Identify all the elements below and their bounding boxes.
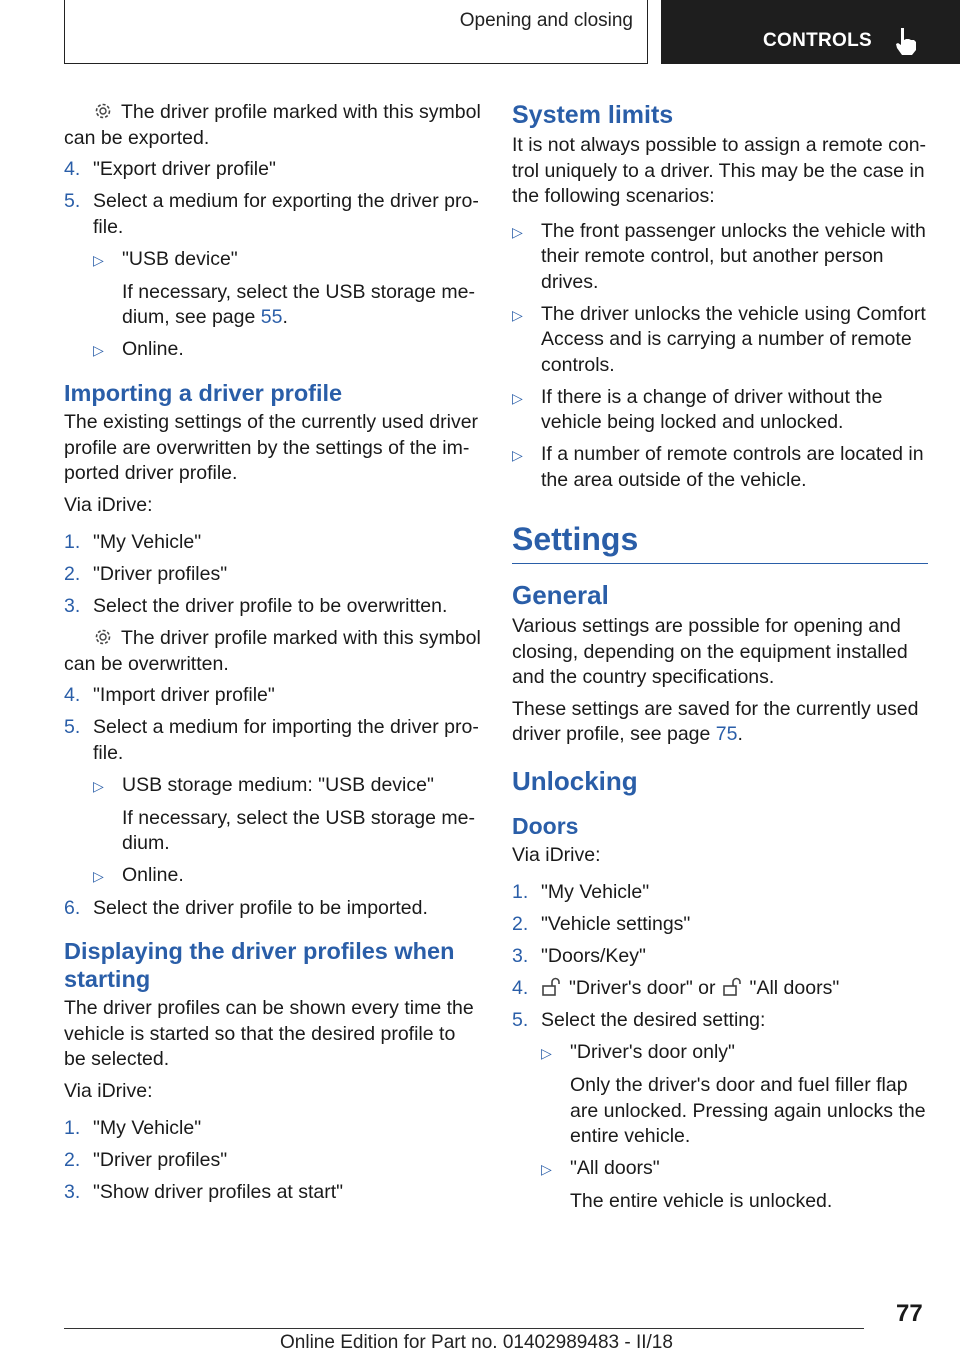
- triangle-bullet-icon: ▷: [93, 867, 104, 884]
- edition-footer: Online Edition for Part no. 01402989483 - II/18: [280, 1332, 673, 1353]
- chapter-heading: Settings: [512, 521, 639, 557]
- section-title: Opening and closing: [459, 10, 633, 31]
- bullet-item: ▷ The driver unlocks the vehicle using Comfort Access and is carrying a number of remote controls.: [512, 302, 928, 379]
- paragraph: Via iDrive:: [512, 843, 601, 866]
- section-heading: Displaying the driver profiles when starting: [64, 938, 455, 992]
- list-item: 3. Select the driver profile to be overwritten.: [64, 595, 448, 617]
- triangle-bullet-icon: ▷: [512, 389, 523, 406]
- triangle-bullet-icon: ▷: [512, 223, 523, 240]
- triangle-bullet-icon: ▷: [93, 251, 104, 268]
- pointing-hand-icon: [893, 26, 919, 56]
- page-number: 77: [896, 1300, 923, 1327]
- chapter-header-tab: [661, 0, 960, 64]
- section-heading: System limits: [512, 101, 674, 129]
- list-item: 3. "Doors/Key": [512, 945, 646, 967]
- paragraph: Via iDrive:: [64, 493, 153, 516]
- list-item: 4. "Import driver profile": [64, 684, 275, 706]
- triangle-bullet-icon: ▷: [541, 1045, 552, 1061]
- paragraph: These settings are saved for the currently used driver profile, see page 75.: [512, 697, 919, 745]
- list-item: 4. "Export driver profile": [64, 158, 276, 180]
- list-item: 1. "My Vehicle": [64, 531, 202, 553]
- list-item: 5. Select the desired setting:: [512, 1009, 766, 1031]
- triangle-bullet-icon: ▷: [541, 1160, 552, 1177]
- export-note: The driver profile marked with this symbol can be exported.: [64, 101, 481, 149]
- list-item: 5. Select a medium for exporting the driver profile.: [64, 190, 479, 238]
- list-item: 4. "Driver's door" or "All doors": [512, 977, 840, 999]
- option-description: Only the driver's door and fuel filler flap are unlocked. Pressing again unlocks the entire vehicle.: [570, 1074, 926, 1147]
- section-header-tab: [64, 0, 648, 64]
- unlock-icon: [722, 977, 742, 997]
- section-heading: Importing a driver profile: [64, 380, 343, 406]
- chapter-title: CONTROLS: [763, 30, 873, 51]
- subsection-heading: Doors: [512, 812, 579, 839]
- triangle-bullet-icon: ▷: [93, 777, 104, 794]
- bullet-item: ▷ If a number of remote controls are located in the area outside of the vehicle.: [512, 442, 928, 493]
- overwrite-note: The driver profile marked with this symbol can be overwritten.: [64, 627, 481, 675]
- triangle-bullet-icon: ▷: [512, 447, 523, 463]
- gear-icon: [93, 101, 113, 121]
- section-heading: General: [512, 580, 609, 610]
- gear-icon: [93, 627, 113, 647]
- usb-note: If necessary, select the USB storage medium, see page 55.: [122, 280, 475, 328]
- list-item: 6. Select the driver profile to be imported.: [64, 896, 428, 919]
- bullet-item: ▷ "USB device": [64, 247, 482, 274]
- list-item: 2. "Driver profiles": [64, 563, 228, 585]
- usb-medium-note: If necessary, select the USB storage medium.: [122, 806, 475, 854]
- chapter-heading-rule: [512, 519, 928, 564]
- left-column: [64, 100, 482, 1212]
- bullet-item: ▷ USB storage medium: "USB device": [64, 773, 482, 800]
- bullet-item: ▷ "All doors": [512, 1156, 928, 1183]
- list-item: 3. "Show driver profiles at start": [64, 1181, 344, 1203]
- paragraph: It is not always possible to assign a remote control uniquely to a driver. This may be the case in the following scenarios:: [512, 134, 927, 207]
- page-link[interactable]: 75: [715, 723, 738, 745]
- triangle-bullet-icon: ▷: [93, 341, 104, 358]
- paragraph: Various settings are possible for opening and closing, depending on the equipment installed and the country specifications.: [512, 615, 908, 688]
- paragraph: The existing settings of the currently used driver profile are overwritten by the settings of the imported driver profile.: [64, 411, 479, 484]
- list-item: 2. "Vehicle settings": [512, 913, 691, 935]
- paragraph: The driver profiles can be shown every time the vehicle is started so that the desired profile to be selected.: [64, 997, 474, 1070]
- bullet-item: ▷ "Driver's door only": [512, 1040, 928, 1067]
- bullet-item: ▷ Online.: [64, 863, 482, 890]
- list-item: 5. Select a medium for importing the driver profile.: [64, 716, 479, 764]
- section-heading: Unlocking: [512, 765, 638, 796]
- page-link[interactable]: 55: [260, 306, 283, 328]
- bullet-item: ▷ If there is a change of driver without the vehicle being locked and unlocked.: [512, 385, 928, 436]
- list-item: 1. "My Vehicle": [512, 881, 650, 903]
- right-column: [512, 100, 928, 1220]
- list-item: 1. "My Vehicle": [64, 1117, 202, 1139]
- option-description: The entire vehicle is unlocked.: [570, 1189, 833, 1212]
- bullet-item: ▷ The front passenger unlocks the vehicle with their remote control, but another person drives.: [512, 219, 928, 296]
- bullet-item: ▷ Online.: [64, 337, 482, 364]
- unlock-icon: [541, 977, 561, 997]
- footer-rule: [64, 1328, 864, 1329]
- list-item: 2. "Driver profiles": [64, 1149, 228, 1171]
- triangle-bullet-icon: ▷: [512, 306, 523, 323]
- paragraph: Via iDrive:: [64, 1079, 153, 1102]
